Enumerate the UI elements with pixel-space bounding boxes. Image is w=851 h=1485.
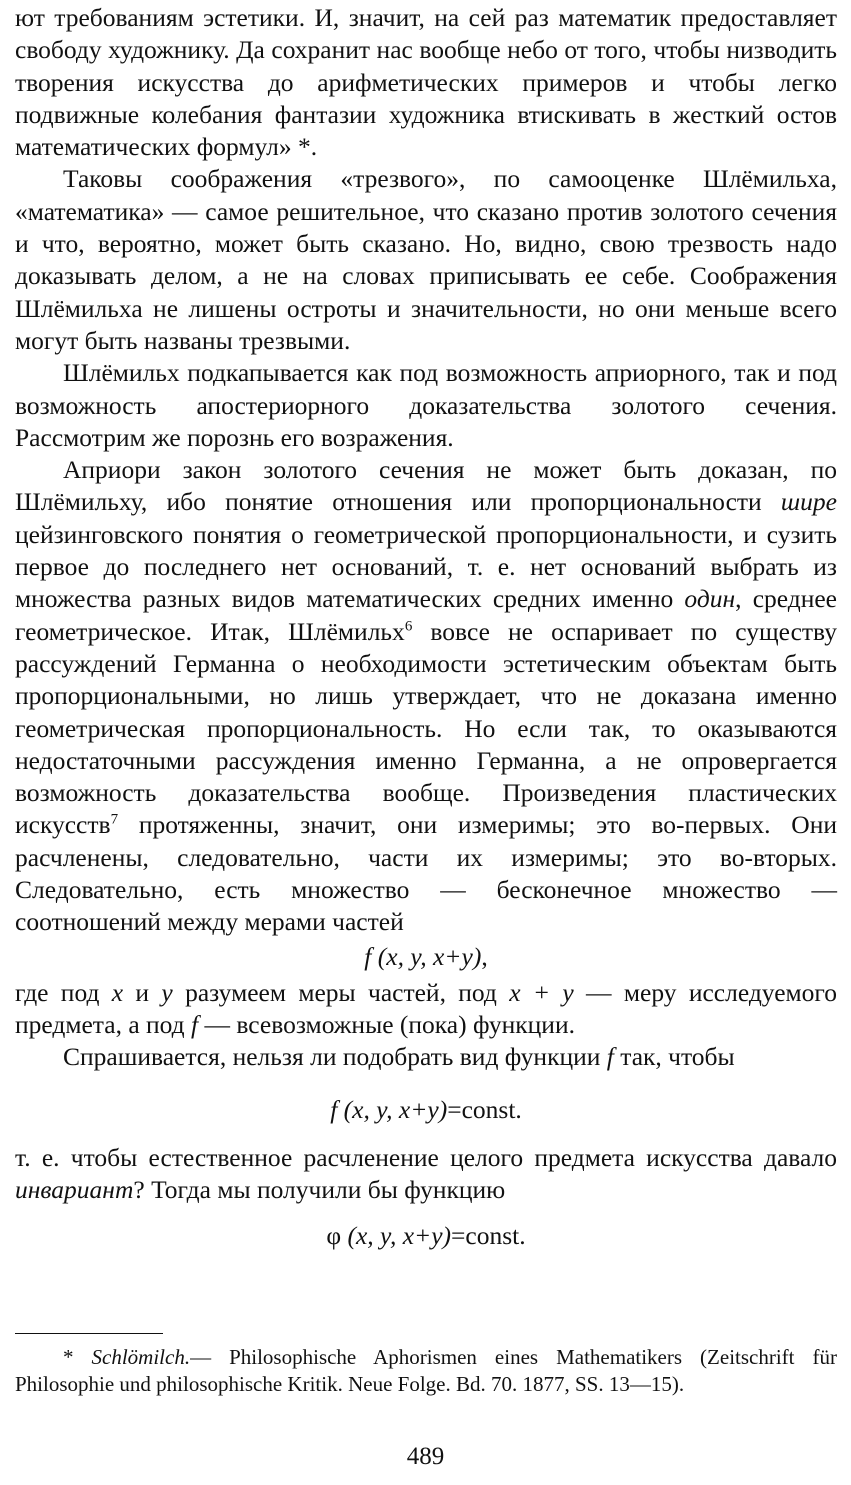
formula-function: f [330,1094,338,1124]
emphasis-word: один [684,584,736,614]
page-number: 489 [406,1443,445,1470]
math-variable: x + y [509,977,574,1007]
text-run: разумеем меры частей, под [172,977,510,1007]
text-run: , среднее геометрическое. Итак, Шлёмильх [15,584,838,646]
footnote-divider [15,1333,163,1334]
text-run: и [123,977,162,1007]
text-run: Спрашивается, нельзя ли подобрать вид функции [63,1042,607,1072]
emphasis-word: шире [780,487,837,517]
formula-function: φ [326,1221,342,1251]
formula-tail: =const. [451,1221,526,1251]
text-run: ? Тогда мы получили бы функцию [133,1174,506,1204]
paragraph-a-priori-argument [15,454,837,938]
emphasis-word: инвариант [15,1174,134,1204]
page-body [15,2,837,1252]
footnote-text: — Philosophische Aphorismen eines Mathematikers (Zeitschrift für Philosophie und philosophische Kritik. Neue Folge. Bd. 70. 1877, SS. 13—15). [15,1345,838,1396]
text-run: Априори закон золотого сечения не может быть доказан, по Шлёмильху, ибо понятие отношения или пропорциональности [15,455,837,517]
formula-tail: =const. [447,1094,522,1124]
paragraph-invariant [15,1142,837,1207]
math-variable: f [606,1042,614,1072]
text-run: протяженны, значит, они измеримы; это во-первых. Они расчленены, следовательно, части их измеримы; это во-вторых. Следовательно, есть множество — бесконечное множество — соотношений между мерами частей [15,810,837,937]
note-reference: 6 [404,618,413,635]
text-run: — всевозможные (пока) функции. [198,1009,575,1039]
math-variable: y [161,977,173,1007]
formula-constant [15,1074,837,1142]
formula-function: f [364,941,372,971]
formula-phi-constant [15,1206,837,1252]
text-run: т. е. чтобы естественное расчленение целого предмета искусства давало [15,1142,837,1172]
paragraph-variables-definition [15,977,837,1042]
paragraph-continuation: ют требованиям эстетики. И, значит, на сей раз математик предоставляет свободу художнику. Да сохранит нас вообще небо от того, чтобы низводить творения искусства до арифметических примеров и чтобы легко подвижные колебания фантазии художника втискивать в жесткий остов математических формул» *. [15,3,837,162]
text-run: — меру исследуемого предмета, а под [15,977,837,1039]
formula-arguments: (x, y, x+y) [377,941,482,971]
text-run: вовсе не оспаривает по существу рассуждений Германна о необходимости эстетическим объектам быть пропорциональными, но лишь утверждает, что не доказана именно геометрическая пропорциональность. Но если так, то оказываются недостаточными рассуждения именно Германна, а не опровергается возможность доказательства вообще. Произведения пластических искусств [15,616,837,840]
footnote-author: Schlömilch. [91,1345,191,1369]
text-run: так, чтобы [613,1042,735,1072]
text-run: цейзинговского понятия о геометрической пропорциональности, и сузить первое до последнего нет оснований, т. е. нет оснований выбрать из множества разных видов математических средних именно [15,519,837,614]
note-reference: 7 [110,811,119,828]
formula-arguments: (x, y, x+y) [347,1221,452,1251]
paragraph-question [15,1041,837,1073]
math-variable: f [191,1009,199,1039]
footnote [15,1344,837,1398]
formula-tail: , [481,941,488,971]
formula-arguments: (x, y, x+y) [343,1094,448,1124]
paragraph-schlomilch-considerations: Таковы соображения «трезвого», по самооценке Шлёмильха, «математика» — самое решительное, что сказано против золотого сечения и что, вероятно, может быть сказано. Но, видно, свою трезвость надо доказывать делом, а не на словах приписывать ее себе. Соображения Шлёмильха не лишены остроты и значительности, но они меньше всего могут быть названы трезвыми. [15,164,837,355]
math-variable: x [111,977,124,1007]
paragraph-schlomilch-objections: Шлёмильх подкапывается как под возможность априорного, так и под возможность апостериорного доказательства золотого сечения. Рассмотрим же порознь его возражения. [15,358,837,452]
formula-relation [15,939,837,977]
footnote-marker: * [63,1345,92,1369]
text-run: где под [15,977,112,1007]
